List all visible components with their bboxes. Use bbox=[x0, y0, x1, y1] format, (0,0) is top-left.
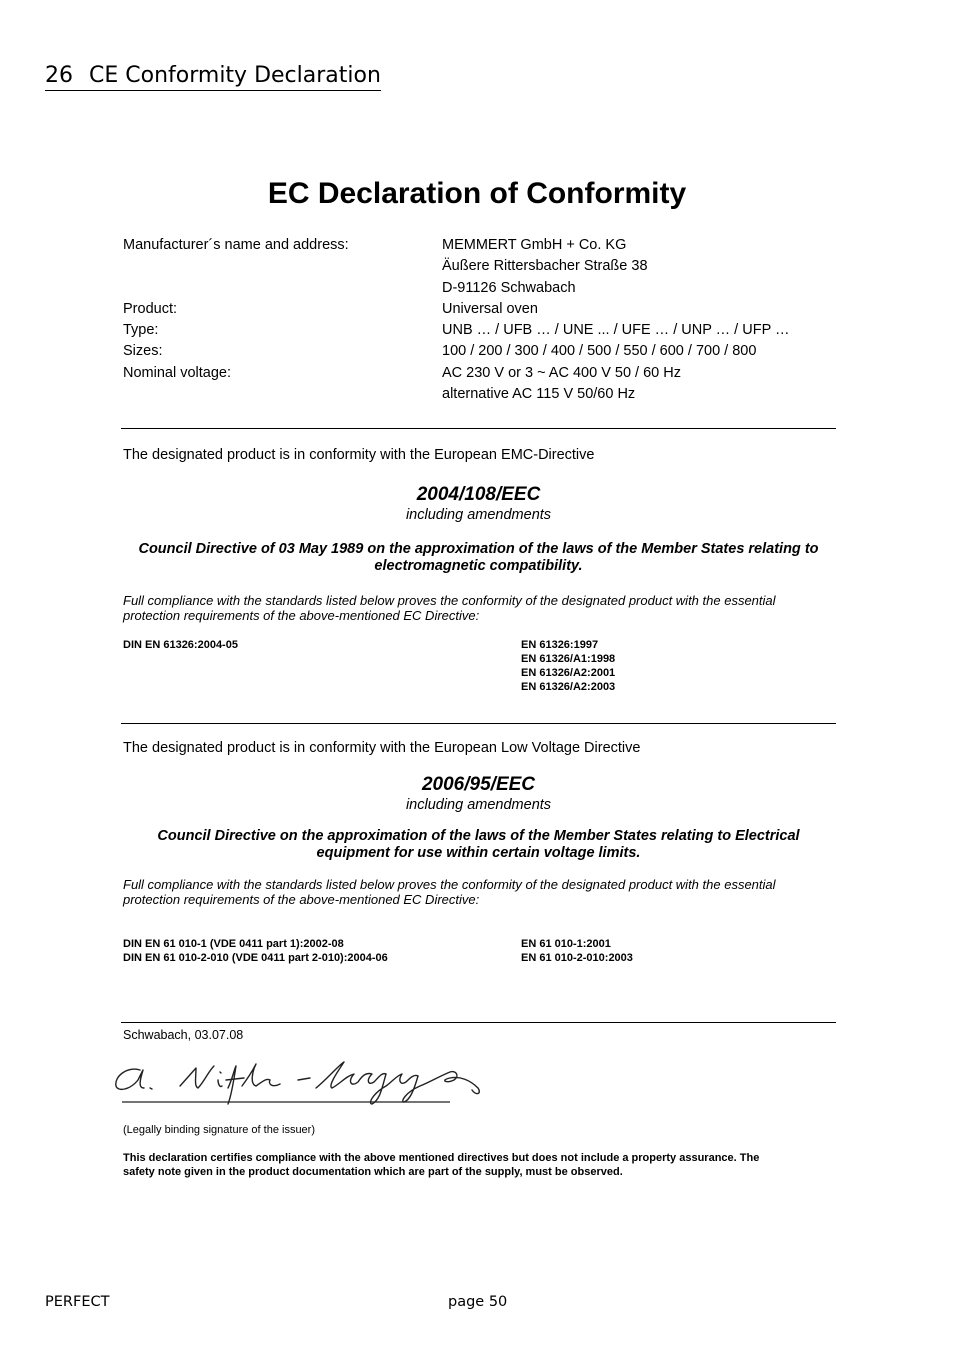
emc-standard-left: DIN EN 61326:2004-05 bbox=[123, 639, 238, 651]
emc-compliance-line-1: Full compliance with the standards listed below proves the conformity of the designated product with the essential bbox=[123, 593, 776, 608]
info-value-sizes: 100 / 200 / 300 / 400 / 500 / 550 / 600 / 700 / 800 bbox=[442, 343, 757, 359]
place-date: Schwabach, 03.07.08 bbox=[123, 1028, 244, 1042]
emc-intro: The designated product is in conformity with the European EMC-Directive bbox=[123, 447, 595, 463]
info-value-product: Universal oven bbox=[442, 301, 538, 317]
chapter-heading bbox=[45, 62, 381, 91]
footer-page-number: page 50 bbox=[448, 1294, 508, 1310]
info-label-voltage: Nominal voltage: bbox=[123, 365, 231, 381]
emc-standard-right: EN 61326/A2:2001 bbox=[521, 667, 616, 679]
chapter-number: 26 bbox=[45, 63, 73, 88]
info-label-manufacturer: Manufacturer´s name and address: bbox=[123, 237, 349, 253]
disclaimer-line-1: This declaration certifies compliance with the above mentioned directives but does not include a property assurance. The bbox=[123, 1152, 760, 1164]
lvd-directive-number: 2006/95/EEC bbox=[421, 774, 536, 795]
emc-standard-right: EN 61326/A1:1998 bbox=[521, 653, 616, 665]
info-value-manufacturer: MEMMERT GmbH + Co. KG bbox=[442, 237, 627, 253]
section-divider bbox=[121, 1022, 836, 1023]
document-title: EC Declaration of Conformity bbox=[267, 177, 687, 210]
emc-directive-number: 2004/108/EEC bbox=[416, 484, 541, 505]
lvd-council-line-1: Council Directive on the approximation of the laws of the Member States relating to Electrical bbox=[157, 828, 800, 844]
lvd-standard-right: EN 61 010-1:2001 bbox=[521, 938, 611, 950]
section-divider bbox=[121, 723, 836, 724]
info-label-product: Product: bbox=[123, 301, 177, 317]
info-value-street: Äußere Rittersbacher Straße 38 bbox=[442, 258, 648, 274]
info-label-type: Type: bbox=[123, 322, 159, 338]
emc-standard-right: EN 61326:1997 bbox=[521, 639, 599, 651]
info-value-voltage: AC 230 V or 3 ~ AC 400 V 50 / 60 Hz bbox=[442, 365, 681, 381]
signature-caption: (Legally binding signature of the issuer) bbox=[123, 1124, 316, 1136]
lvd-compliance-line-1: Full compliance with the standards listed below proves the conformity of the designated product with the essential bbox=[123, 877, 776, 892]
chapter-title: CE Conformity Declaration bbox=[89, 63, 381, 88]
emc-compliance-line-2: protection requirements of the above-mentioned EC Directive: bbox=[123, 608, 480, 623]
lvd-council-line-2: equipment for use within certain voltage limits. bbox=[316, 845, 641, 861]
lvd-standard-left: DIN EN 61 010-1 (VDE 0411 part 1):2002-08 bbox=[123, 938, 344, 950]
lvd-amendments: including amendments bbox=[405, 797, 552, 813]
lvd-intro: The designated product is in conformity with the European Low Voltage Directive bbox=[123, 740, 641, 756]
handwritten-signature bbox=[110, 1058, 500, 1110]
info-value-type: UNB … / UFB … / UNE ... / UFE … / UNP … / UFP … bbox=[442, 322, 790, 338]
lvd-standard-right: EN 61 010-2-010:2003 bbox=[521, 952, 633, 964]
info-value-city: D-91126 Schwabach bbox=[442, 280, 576, 296]
emc-standard-right: EN 61326/A2:2003 bbox=[521, 681, 616, 693]
emc-amendments: including amendments bbox=[405, 507, 552, 523]
emc-council-line-2: electromagnetic compatibility. bbox=[374, 558, 583, 574]
disclaimer-line-2: safety note given in the product documentation which are part of the supply, must be observed. bbox=[123, 1166, 623, 1178]
section-divider bbox=[121, 428, 836, 429]
info-value-voltage-alt: alternative AC 115 V 50/60 Hz bbox=[442, 386, 636, 402]
lvd-standard-left: DIN EN 61 010-2-010 (VDE 0411 part 2-010):2004-06 bbox=[123, 952, 388, 964]
emc-council-line-1: Council Directive of 03 May 1989 on the approximation of the laws of the Member States relating to bbox=[138, 541, 819, 557]
lvd-compliance-line-2: protection requirements of the above-mentioned EC Directive: bbox=[123, 892, 480, 907]
info-label-sizes: Sizes: bbox=[123, 343, 163, 359]
footer-product-name: PERFECT bbox=[45, 1294, 110, 1310]
